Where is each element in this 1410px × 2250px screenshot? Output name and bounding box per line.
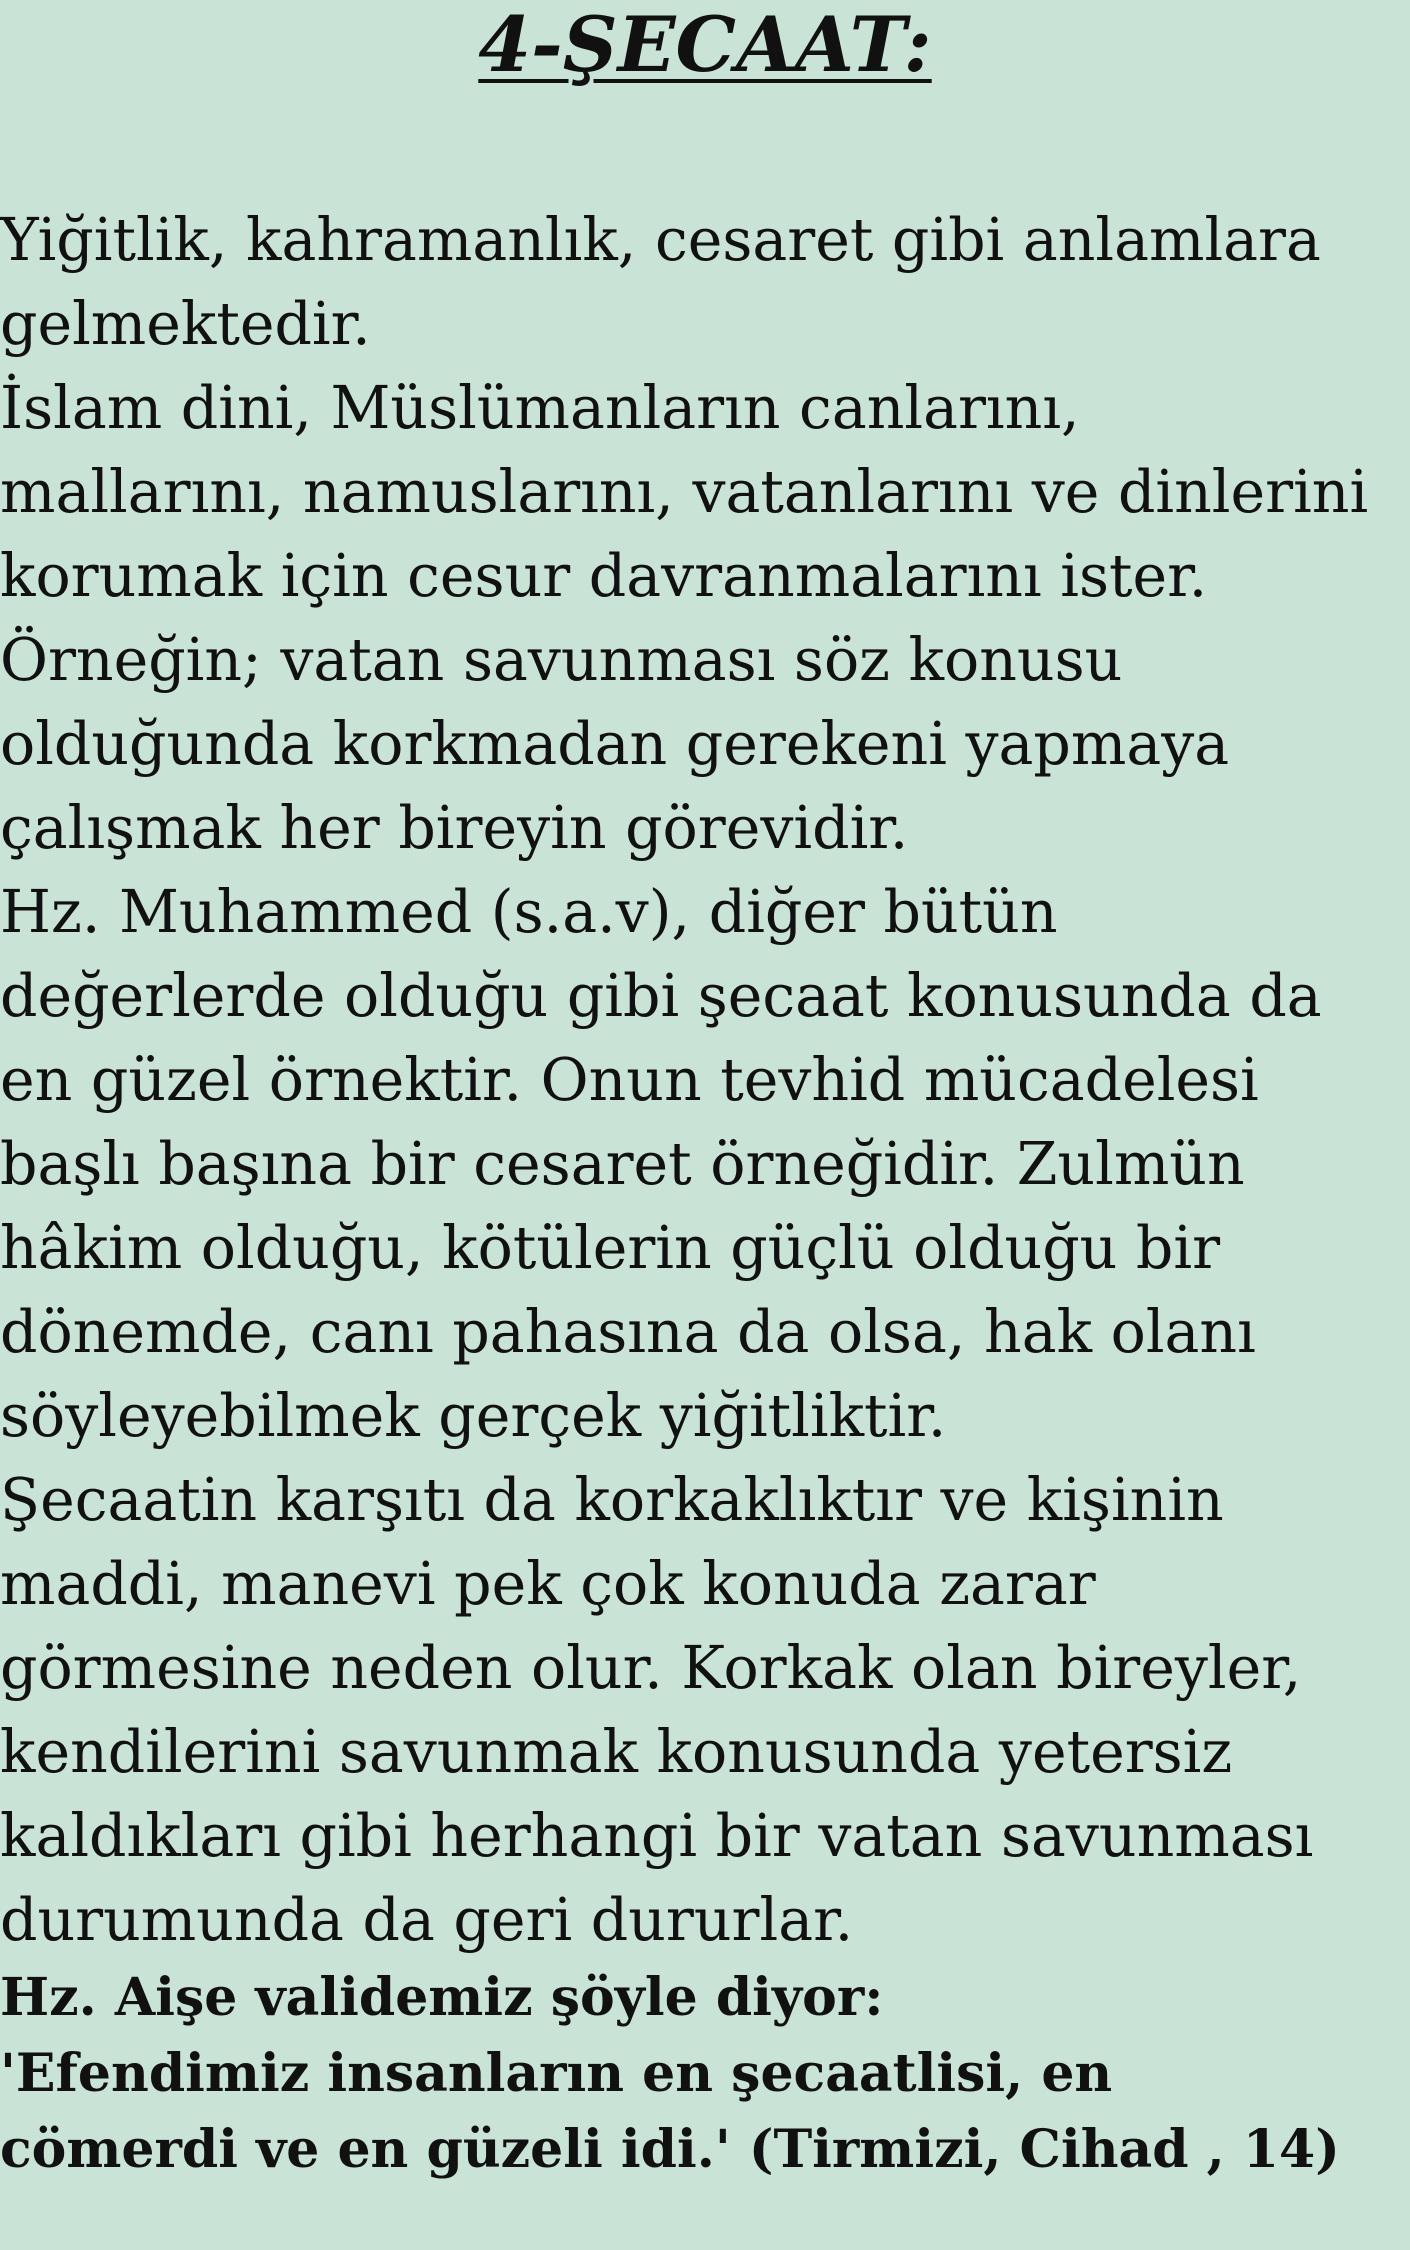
body-line: çalışmak her bireyin görevidir. bbox=[0, 794, 909, 862]
body-line: görmesine neden olur. Korkak olan bireyler, bbox=[0, 1634, 1302, 1702]
page-title bbox=[0, 0, 1410, 90]
body-line: gelmektedir. bbox=[0, 290, 371, 358]
body-line: Yiğitlik, kahramanlık, cesaret gibi anlamlara bbox=[0, 206, 1321, 274]
body-line: kendilerini savunmak konusunda yetersiz bbox=[0, 1718, 1233, 1786]
body-line: Şecaatin karşıtı da korkaklıktır ve kişinin bbox=[0, 1466, 1224, 1534]
body-line: hâkim olduğu, kötülerin güçlü olduğu bir bbox=[0, 1214, 1221, 1282]
body-line: mallarını, namuslarını, vatanlarını ve dinlerini bbox=[0, 458, 1369, 526]
body-line: maddi, manevi pek çok konuda zarar bbox=[0, 1550, 1096, 1618]
body-line: Hz. Muhammed (s.a.v), diğer bütün bbox=[0, 878, 1058, 946]
body-line: korumak için cesur davranmalarını ister. bbox=[0, 542, 1208, 610]
body-line: en güzel örnektir. Onun tevhid mücadelesi bbox=[0, 1046, 1259, 1114]
body-line: olduğunda korkmadan gerekeni yapmaya bbox=[0, 710, 1230, 778]
body-line: İslam dini, Müslümanların canlarını, bbox=[0, 374, 1080, 442]
body-text bbox=[0, 198, 1410, 1962]
body-line: durumunda da geri dururlar. bbox=[0, 1886, 854, 1954]
body-line: Örneğin; vatan savunması söz konusu bbox=[0, 626, 1123, 694]
quote-line: Hz. Aişe validemiz şöyle diyor: bbox=[0, 1967, 884, 2028]
body-line: kaldıkları gibi herhangi bir vatan savunması bbox=[0, 1802, 1314, 1870]
quote-line: cömerdi ve en güzeli idi.' (Tirmizi, Cihad , 14) bbox=[0, 2119, 1340, 2180]
page-title-text: 4-ŞECAAT: bbox=[478, 0, 932, 89]
body-line: değerlerde olduğu gibi şecaat konusunda da bbox=[0, 962, 1322, 1030]
hadith-quote bbox=[0, 1960, 1410, 2188]
body-line: söyleyebilmek gerçek yiğitliktir. bbox=[0, 1382, 947, 1450]
quote-line: 'Efendimiz insanların en şecaatlisi, en bbox=[0, 2043, 1113, 2104]
body-line: başlı başına bir cesaret örneğidir. Zulmün bbox=[0, 1130, 1245, 1198]
body-line: dönemde, canı pahasına da olsa, hak olanı bbox=[0, 1298, 1256, 1366]
